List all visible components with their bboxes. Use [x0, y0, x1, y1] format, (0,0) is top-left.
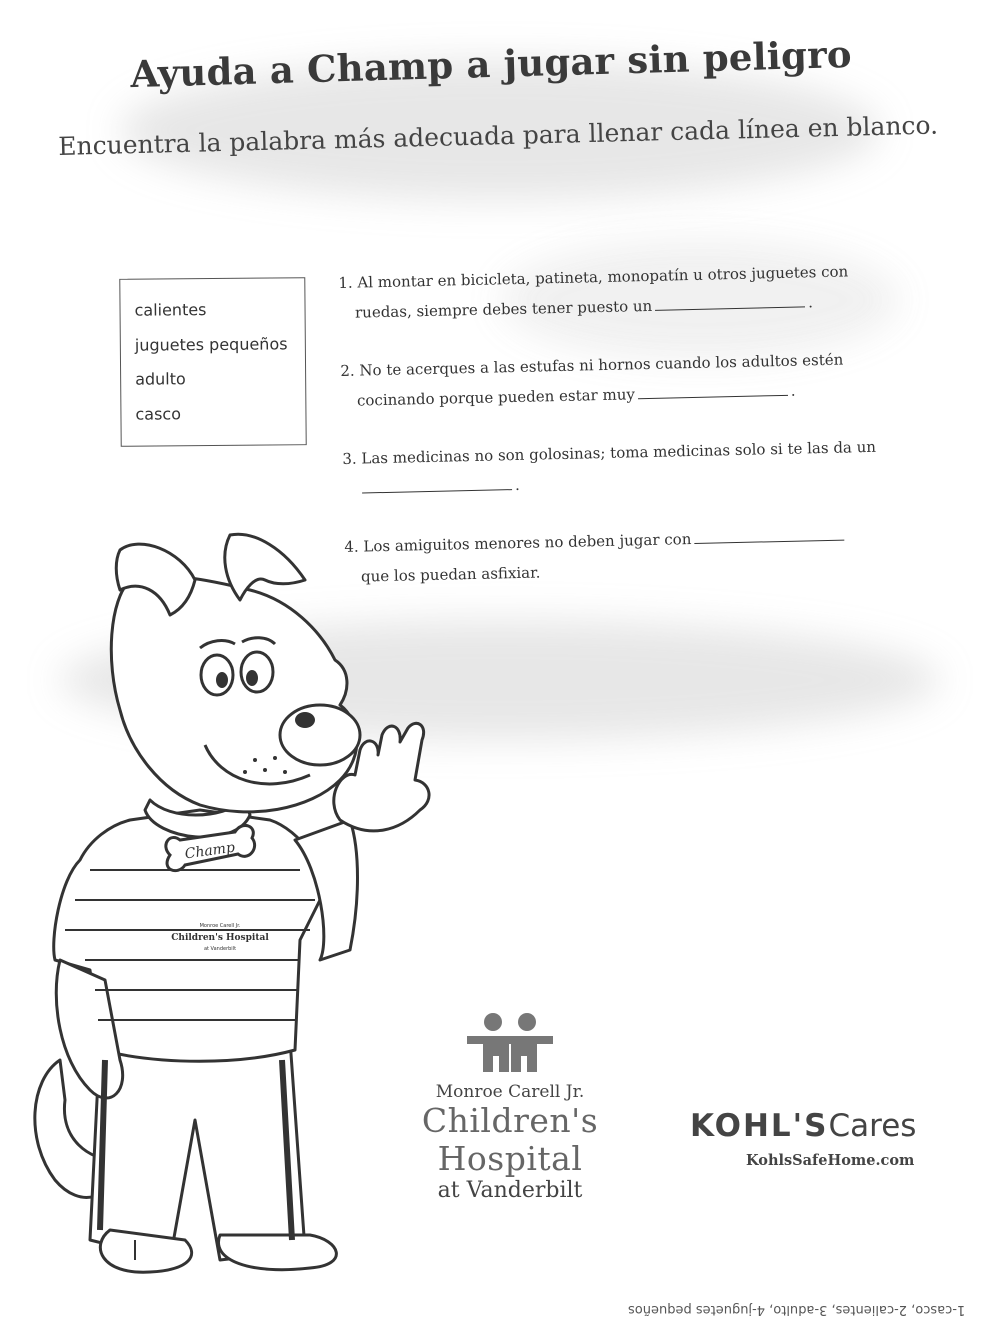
- right-eye: [241, 652, 273, 692]
- answer-blank[interactable]: [638, 379, 788, 399]
- hospital-name-line2: Children's Hospital: [421, 1101, 599, 1178]
- hospital-name-line1: Monroe Carell Jr.: [435, 1082, 585, 1102]
- word-bank-item: calientes: [134, 300, 207, 320]
- kohls-cares-logo: [690, 1108, 960, 1169]
- bone-tag-text: Champ: [183, 839, 236, 863]
- kohls-url: KohlsSafeHome.com: [746, 1152, 915, 1169]
- shirt-logo-line2: Children's Hospital: [171, 933, 269, 943]
- hospital-logo: [380, 1012, 640, 1203]
- answer-blank[interactable]: [655, 290, 805, 310]
- answer-blank[interactable]: [694, 524, 844, 544]
- question-text: 1. Al montar en bicicleta, patineta, monopatín u otros juguetes con: [338, 262, 849, 292]
- left-foot: [100, 1230, 191, 1272]
- kohls-brand-light: Cares: [828, 1108, 917, 1144]
- question-text: cocinando porque pueden estar muy: [356, 385, 636, 410]
- word-bank-item: adulto: [135, 369, 186, 389]
- answer-key: 1-casco, 2-calientes, 3-adulto, 4-juguetes pequeños: [628, 1302, 966, 1317]
- word-bank-item: juguetes pequeños: [134, 333, 288, 355]
- champ-dog-illustration: [20, 520, 440, 1280]
- left-eye: [201, 655, 233, 695]
- question-2: [340, 343, 921, 416]
- page-title: Ayuda a Champ a jugar sin peligro: [129, 31, 853, 97]
- question-punct: .: [807, 293, 814, 312]
- question-text: que los puedan asfixiar.: [360, 563, 541, 586]
- hospital-name-line3: at Vanderbilt: [437, 1178, 583, 1203]
- question-punct: .: [514, 475, 520, 495]
- question-punct: .: [790, 381, 796, 400]
- shirt-logo-line1: Monroe Carell Jr.: [199, 923, 241, 929]
- answer-blank[interactable]: [362, 473, 512, 493]
- question-3: [342, 431, 923, 504]
- shirt-logo-line3: at Vanderbilt: [203, 946, 237, 952]
- kohls-brand-bold: KOHL'S: [690, 1108, 829, 1144]
- question-text: 2. No te acerques a las estufas ni hornos cuando los adultos estén: [340, 350, 844, 380]
- right-foot: [218, 1235, 336, 1270]
- question-text: ruedas, siempre debes tener puesto un: [354, 296, 653, 322]
- word-bank: [119, 277, 306, 447]
- question-text: 4. Los amiguitos menores no deben jugar con: [344, 530, 692, 556]
- question-1: [338, 255, 919, 328]
- snout: [280, 705, 360, 765]
- instructions: Encuentra la palabra más adecuada para llenar cada línea en blanco.: [58, 110, 939, 161]
- nose: [295, 712, 315, 728]
- children-figures-icon: [465, 1012, 555, 1074]
- kohls-brand: [690, 1108, 960, 1144]
- word-bank-item: casco: [135, 403, 182, 424]
- right-ear: [225, 534, 305, 600]
- question-text: 3. Las medicinas no son golosinas; toma medicinas solo si te las da un: [342, 437, 877, 468]
